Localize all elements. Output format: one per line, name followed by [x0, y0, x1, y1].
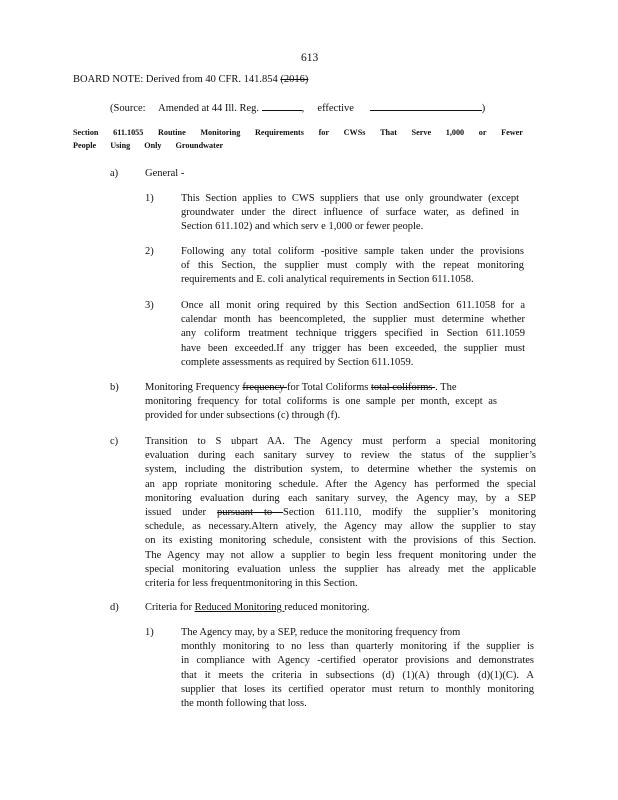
source-effective: effective	[317, 103, 354, 114]
text-line: groundwater under the direct influence of surface water, as defined in	[181, 207, 519, 219]
d-underlined-reduced-monitoring: Reduced Monitoring	[194, 602, 285, 613]
subsection-c-text	[145, 435, 536, 591]
d-text-part: reduced monitoring.	[284, 602, 370, 613]
text-line: provided for under subsections (c) through (f).	[145, 410, 341, 422]
text-line: of this Section, the supplier must comply with the repeat monitoring	[181, 260, 524, 272]
section-heading-line1	[73, 127, 523, 139]
heading-word: 1,000	[445, 128, 465, 137]
text-line: supplier that loses its certified operator must return to monthly monitoring	[181, 683, 534, 695]
heading-word: Using	[110, 141, 131, 150]
text-line	[145, 506, 536, 520]
text-line: schedule, as necessary.Altern atively, the Agency may allow the supplier to stay	[145, 521, 536, 533]
item-d1-label: 1)	[145, 627, 154, 638]
text-line: Transition to S ubpart AA. The Agency must perform a special monitoring	[145, 436, 536, 447]
subsection-b-text	[145, 381, 497, 424]
source-open: (Source:	[110, 103, 146, 114]
text-line: calendar month has beencompleted, the supplier must determine whether	[181, 314, 525, 326]
text-line: criteria for less frequentmonitoring in this Section.	[145, 578, 358, 590]
heading-word: Section	[73, 128, 99, 137]
text-line: the month following that loss.	[181, 698, 307, 710]
item-a1-label: 1)	[145, 193, 154, 204]
text-line: The Agency may not allow a supplier to begin less frequent monitoring under the	[145, 549, 536, 561]
text-line: This Section applies to CWS suppliers that use only groundwater (except	[181, 193, 519, 204]
board-note	[73, 73, 308, 87]
heading-word: People	[73, 141, 97, 150]
b-text-part: . The	[435, 382, 457, 393]
item-a3-text	[181, 299, 525, 370]
text-line: have been exceeded.If any trigger has been exceeded, the supplier must	[181, 342, 525, 354]
text-line: requirements and E. coli analytical requirements in Section 611.1058.	[181, 274, 474, 286]
text-line: monitoring frequency for total coliforms is one sample per month, except as	[145, 396, 497, 408]
item-a2-label: 2)	[145, 246, 154, 257]
heading-word: Fewer	[501, 128, 523, 137]
text-line: any coliform treatment technique triggers specified in Section 611.1059	[181, 328, 525, 340]
c-struck-pursuant-to: pursuant to	[216, 507, 284, 519]
subsection-b-label: b)	[110, 382, 119, 393]
text-line: monitoring evaluation during each sanitary survey, the Agency may, by a SEP	[145, 492, 536, 504]
item-d1-text	[181, 626, 534, 711]
text-line: on its existing monitoring schedule, consistent with the provisions of this Section.	[145, 535, 536, 547]
subsection-a-title: General -	[145, 168, 185, 179]
board-note-struck-year: (2016)	[280, 74, 309, 85]
section-heading	[73, 127, 523, 152]
text-line: in compliance with Agency -certified operator provisions and demonstrates	[181, 655, 534, 667]
text-line: that it meets the criteria in subsections (d) (1)(A) through (d)(1)(C). A	[181, 669, 534, 681]
item-a3-label: 3)	[145, 300, 154, 311]
effective-date-blank[interactable]	[370, 100, 482, 111]
section-heading-line2	[73, 140, 523, 152]
heading-word: Serve	[411, 128, 432, 137]
text-line: evaluation during each sanitary survey to review the status of the supplier’s	[145, 450, 536, 462]
subsection-d-title	[145, 601, 370, 615]
text-line: Once all monit oring required by this Section andSection 611.1058 for a	[181, 300, 525, 311]
text-line: system, including the distribution system, to determine whether the systemis on	[145, 464, 536, 476]
heading-word: Monitoring	[200, 128, 241, 137]
heading-word: Groundwater	[175, 141, 224, 150]
text-line	[145, 381, 497, 395]
board-note-text: BOARD NOTE: Derived from 40 CFR. 141.854	[73, 74, 281, 85]
text-line: complete assessments as required by Section 611.1059.	[181, 356, 414, 368]
source-close: )	[481, 103, 486, 114]
heading-word: Routine	[157, 128, 186, 137]
c-text-part: issued under	[145, 507, 217, 519]
text-line: The Agency may, by a SEP, reduce the monitoring frequency from	[181, 627, 461, 638]
register-page-blank[interactable]	[262, 100, 302, 111]
text-line: an app ropriate monitoring schedule. After the Agency has performed the special	[145, 478, 536, 490]
subsection-c-label: c)	[110, 436, 119, 447]
b-struck-total-coliforms: total coliforms	[370, 382, 436, 393]
item-a2-text	[181, 245, 524, 288]
b-text-part: for Total Coliforms	[287, 382, 371, 393]
text-line: monthly monitoring to no less than quarterly monitoring if the supplier is	[181, 641, 534, 653]
page-number: 613	[301, 52, 319, 64]
heading-word: 611.1055	[113, 128, 144, 137]
heading-word: CWSs	[343, 128, 366, 137]
heading-word: or	[478, 128, 487, 137]
text-line: Section 611.102) and which serv e 1,000 or fewer people.	[181, 221, 424, 233]
text-line: special monitoring evaluation unless the supplier has already met the applicable	[145, 563, 536, 575]
heading-word: That	[380, 128, 397, 137]
source-comma: ,	[301, 103, 305, 114]
c-text-part: Section 611.110, modify the supplier’s monitoring	[283, 507, 536, 519]
heading-word: for	[318, 128, 330, 137]
subsection-d-label: d)	[110, 602, 119, 613]
source-amended: Amended at 44 Ill. Reg.	[158, 103, 260, 114]
b-text-part: Monitoring Frequency	[145, 382, 243, 393]
heading-word: Only	[144, 141, 162, 150]
b-struck-frequency: frequency	[242, 382, 288, 393]
heading-word: Requirements	[254, 128, 304, 137]
d-text-part: Criteria for	[145, 602, 195, 613]
item-a1-text	[181, 192, 519, 235]
text-line: Following any total coliform -positive sample taken under the provisions	[181, 246, 524, 257]
source-line	[110, 100, 485, 116]
subsection-a-label: a)	[110, 168, 119, 179]
